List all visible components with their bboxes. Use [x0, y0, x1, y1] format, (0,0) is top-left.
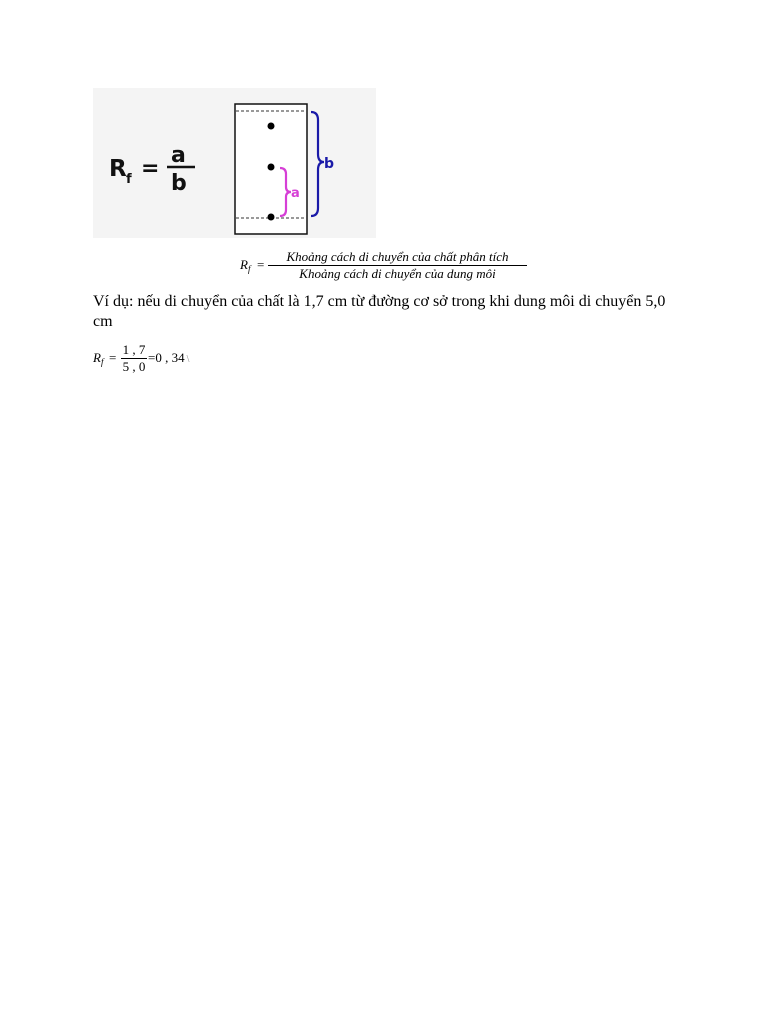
formula2-fraction	[121, 342, 147, 375]
spot-1	[268, 123, 275, 130]
formula2-result-value: =0 , 34	[148, 350, 185, 365]
rf-definition-formula	[240, 249, 540, 285]
brace-b	[311, 112, 324, 216]
label-b: b	[324, 156, 335, 172]
formula1-lhs-symbol: R	[240, 257, 248, 272]
formula1-denominator: Khoảng cách di chuyển của dung môi	[299, 266, 496, 281]
diagram-formula-eq: =	[141, 156, 160, 181]
tlc-plate-diagram	[93, 88, 376, 238]
formula1-fraction	[268, 249, 527, 282]
diagram-formula-lhs: R	[109, 156, 127, 182]
formula2-lhs	[93, 350, 103, 367]
formula1-lhs	[240, 257, 250, 274]
rf-example-formula	[93, 342, 233, 378]
formula1-lhs-sub: f	[247, 264, 251, 274]
formula2-result	[148, 350, 189, 366]
example-paragraph: Ví dụ: nếu di chuyển của chất là 1,7 cm từ đường cơ sở trong khi dung môi di chuyển 5,0 cm	[93, 293, 666, 330]
label-a: a	[291, 186, 300, 201]
formula2-lhs-sub: f	[100, 357, 104, 367]
spot-baseline	[268, 214, 275, 221]
formula2-lhs-symbol: R	[93, 350, 101, 365]
formula2-denominator: 5 , 0	[122, 359, 146, 374]
diagram-formula-numerator: a	[171, 143, 186, 168]
formula2-numerator: 1 , 7	[122, 342, 146, 357]
diagram-formula-denominator: b	[171, 171, 187, 196]
formula2-eq: =	[109, 350, 117, 365]
rf-diagram-figure	[93, 88, 376, 238]
formula2-trailing-mark: \	[186, 354, 190, 365]
formula1-eq: =	[257, 257, 265, 272]
diagram-formula-lhs-sub: f	[126, 172, 132, 187]
spot-2	[268, 164, 275, 171]
formula1-numerator: Khoảng cách di chuyển của chất phân tích	[268, 249, 527, 266]
